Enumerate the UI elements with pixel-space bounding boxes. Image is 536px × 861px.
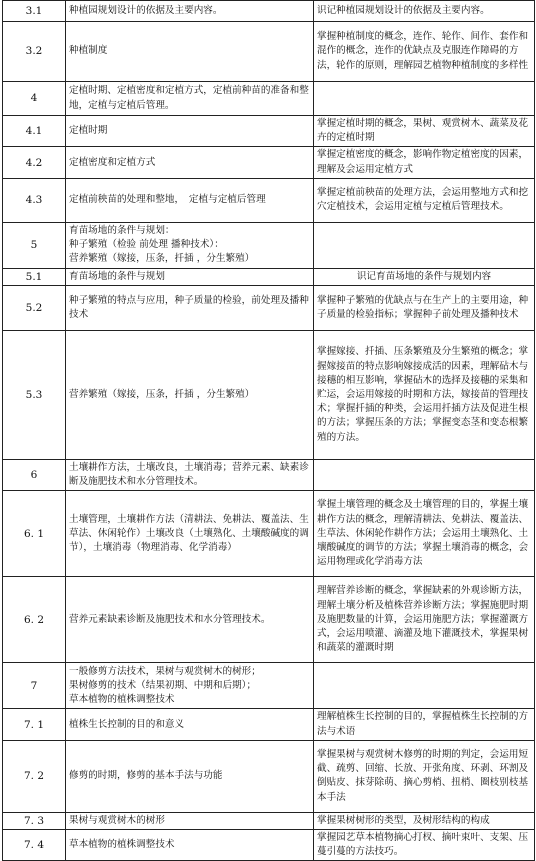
section-number: 7. 4	[3, 830, 66, 861]
teaching-content: 育苗场地的条件与规划： 种子繁殖（检验 前处理 播种技术）： 营养繁殖（嫁接，压条，扦插 ，分生繁殖）	[66, 222, 314, 268]
section-number: 7. 3	[3, 812, 66, 829]
teaching-requirement: 掌握土壤管理的概念及土壤管理的目的，掌握土壤耕作方法的概念，理解清耕法、免耕法、覆盖法、生草法、休闲轮作耕作方法；会运用土壤熟化、土壤酸碱度的调节的方法；掌握土壤消毒的概念，会运用物理或化学消毒方法	[314, 491, 535, 577]
teaching-content: 营养繁殖（嫁接，压条，扦插 ，分生繁殖）	[66, 331, 314, 460]
table-row	[3, 147, 535, 178]
section-number: 4.3	[3, 178, 66, 222]
table-row	[3, 82, 535, 116]
teaching-requirement: 掌握种子繁殖的优缺点与在生产上的主要用途，种子质量的检验指标；掌握种子前处理及播种技术	[314, 286, 535, 331]
teaching-requirement: 掌握定植密度的概念，影响作物定植密度的因素，理解及会运用定植方式	[314, 147, 535, 178]
section-number: 3.2	[3, 22, 66, 82]
table-row	[3, 740, 535, 812]
teaching-content: 一般修剪方法技术，果树与观赏树木的树形； 果树修剪的技术（结果初期、中期和后期）； 草本植物的植株调整技术	[66, 663, 314, 709]
section-number: 7. 1	[3, 709, 66, 740]
teaching-content: 育苗场地的条件与规划	[66, 268, 314, 285]
section-number: 7. 2	[3, 740, 66, 812]
table-row	[3, 286, 535, 331]
teaching-content: 草本植物的植株调整技术	[66, 830, 314, 861]
teaching-requirement: 识记种植园规划设计的依据及主要内容。	[314, 1, 535, 22]
teaching-requirement	[314, 82, 535, 116]
teaching-content: 土壤管理，土壤耕作方法（清耕法、免耕法、覆盖法、生草法、休闲轮作）土壤改良（土壤熟化、土壤酸碱度的调节），土壤消毒（物理消毒、化学消毒）	[66, 491, 314, 577]
table-row	[3, 331, 535, 460]
teaching-content: 种植园规划设计的依据及主要内容。	[66, 1, 314, 22]
teaching-requirement: 掌握果树树形的类型，及树形结构的构成	[314, 812, 535, 829]
teaching-content: 植株生长控制的目的和意义	[66, 709, 314, 740]
teaching-requirement: 掌握种植制度的概念，连作、轮作、间作、套作和混作的概念，连作的优缺点及克服连作障碍的方法，轮作的原则，理解园艺植物种植制度的多样性	[314, 22, 535, 82]
section-number: 6. 1	[3, 491, 66, 577]
section-number: 6	[3, 460, 66, 491]
table-row	[3, 812, 535, 829]
table-row	[3, 116, 535, 147]
teaching-requirement: 掌握园艺草本植物摘心打杈、摘叶束叶、支架、压蔓引蔓的方法技巧。	[314, 830, 535, 861]
table-row	[3, 222, 535, 268]
teaching-requirement: 理解植株生长控制的目的，掌握植株生长控制的方法与术语	[314, 709, 535, 740]
teaching-requirement: 掌握定植前秧苗的处理方法，会运用整地方式和挖穴定植技术，会运用定植与定植后管理技术。	[314, 178, 535, 222]
section-number: 5.3	[3, 331, 66, 460]
section-number: 4.2	[3, 147, 66, 178]
teaching-content: 定植前秧苗的处理和整地， 定植与定植后管理	[66, 178, 314, 222]
section-number: 7	[3, 663, 66, 709]
teaching-requirement: 掌握定植时期的概念，果树、观赏树木、蔬菜及花卉的定植时期	[314, 116, 535, 147]
teaching-content: 营养元素缺素诊断及施肥技术和水分管理技术。	[66, 577, 314, 663]
table-row	[3, 1, 535, 22]
teaching-content: 修剪的时期，修剪的基本手法与功能	[66, 740, 314, 812]
table-row	[3, 663, 535, 709]
teaching-content: 定植时期、定植密度和定植方式，定植前种苗的准备和整地，定植与定植后管理。	[66, 82, 314, 116]
section-number: 3.1	[3, 1, 66, 22]
table-row	[3, 491, 535, 577]
teaching-content: 定植密度和定植方式	[66, 147, 314, 178]
syllabus-table	[2, 0, 535, 861]
section-number: 5	[3, 222, 66, 268]
table-row	[3, 268, 535, 285]
table-row	[3, 460, 535, 491]
table-row	[3, 709, 535, 740]
teaching-requirement	[314, 663, 535, 709]
teaching-requirement: 理解营养诊断的概念，掌握缺素的外观诊断方法，理解土壤分析及植株营养诊断方法；掌握施肥时期及施肥数量的计算，会运用施肥方法；掌握灌溉方式，会运用喷灌、滴灌及地下灌溉技术，掌握果树和蔬菜的灌溉时期	[314, 577, 535, 663]
syllabus-table-body	[3, 1, 535, 861]
teaching-content: 种子繁殖的特点与应用，种子质量的检验，前处理及播种技术	[66, 286, 314, 331]
section-number: 4.1	[3, 116, 66, 147]
section-number: 4	[3, 82, 66, 116]
table-row	[3, 577, 535, 663]
teaching-requirement: 掌握嫁接、扦插、压条繁殖及分生繁殖的概念；掌握嫁接苗的特点影响嫁接成活的因素，理解砧木与接穗的相互影响，掌握砧木的选择及接穗的采集和贮运，会运用嫁接的时期和方法，嫁接苗的管理技术；掌握扦插的种类，会运用扦插方法及促进生根的方法；掌握压条的方法；掌握变态茎和变态根繁殖的方法。	[314, 331, 535, 460]
table-row	[3, 178, 535, 222]
teaching-requirement	[314, 222, 535, 268]
teaching-requirement: 掌握果树与观赏树木修剪的时期的判定，会运用短截、疏剪、回缩、长放、开张角度、环剥、环割及倒贴皮、抹芽除萌、摘心剪梢、扭梢、圈枝别枝基本手法	[314, 740, 535, 812]
teaching-requirement	[314, 460, 535, 491]
teaching-content: 种植制度	[66, 22, 314, 82]
teaching-content: 定植时期	[66, 116, 314, 147]
teaching-content: 土壤耕作方法，土壤改良，土壤消毒；营养元素、缺素诊断及施肥技术和水分管理技术。	[66, 460, 314, 491]
table-row	[3, 22, 535, 82]
table-row	[3, 830, 535, 861]
section-number: 5.2	[3, 286, 66, 331]
teaching-requirement: 识记育苗场地的条件与规划内容	[314, 268, 535, 285]
teaching-content: 果树与观赏树木的树形	[66, 812, 314, 829]
section-number: 5.1	[3, 268, 66, 285]
section-number: 6. 2	[3, 577, 66, 663]
